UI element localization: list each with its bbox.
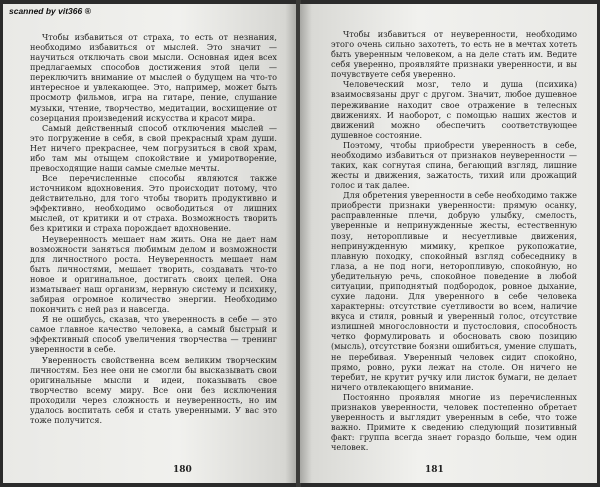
left-page (3, 4, 297, 483)
paragraph: Поэтому, чтобы приобрести уверенность в себе, необходимо избавиться от признаков неуверенности — таких, как согнутая спина, бегающий взгляд, лишние жесты и движения, зажатость, тихий или дрожащий голос и так далее. (331, 139, 577, 191)
paragraph: Для обретения уверенности в себе необходимо также приобрести признаки уверенности: прямую осанку, расправленные плечи, добрую улыбку, смелость, уверенные и непринужденные жесты, естественную позу, неторопливые и несуетливые движения, непринужденную мимику, крепкое рукопожатие, плавную походку, спокойный взгляд собеседнику в глаза, а не под ноги, неторопливую, спокойную, но убедительную речь, спокойное поведение в любой ситуации, приподнятый подбородок, ровное дыхание, сухие ладони. Для уверенного в себе человека характерны: отсутствие суетливости во всем, наличие вкуса и стиля, ровный и уверенный голос, отсутствие излишней многословности и пустословия, способность четко формулировать и обосновать свою позицию (мысль), отсутствие боязни ошибиться, умение слушать, не перебивая. Уверенный человек сидит спокойно, прямо, ровно, руки лежат на столе. Он ничего не теребит, не крутит ручку или листок бумаги, не делает ничего отвлекающего внимание. (331, 190, 577, 392)
paragraph: Уверенность свойственна всем великим творческим личностям. Без нее они не смогли бы высказывать свои оригинальные мысли и идеи, показывать свое творчество всему миру. Все они без исключения проходили через сложность и неуверенность, но им удалось воспитать себя и стать уверенными. У вас это тоже получится. (30, 354, 277, 425)
paragraph: Самый действенный способ отключения мыслей — это погружение в себя, в свой прекрасный храм души. Нет ничего прекраснее, чем погрузиться в свой храм, ибо там мы отыщем спокойствие и умиротворение, превосходящие наши самые смелые мечты. (30, 122, 277, 174)
page-number-left: 180 (173, 465, 192, 475)
paragraph: Я не ошибусь, сказав, что уверенность в себе — это самое главное качество человека, а самый быстрый и эффективный способ увеличения творчества — тренинг уверенности в себе. (30, 314, 277, 355)
paragraph: Постоянно проявляя многие из перечисленных признаков уверенности, человек постепенно обретает уверенность и выглядит уверенным в себе, что тоже важно. Примите к сведению следующий позитивный факт: группа всегда знает гораздо больше, чем один человек. (331, 391, 577, 453)
paragraph: Неуверенность мешает нам жить. Она не дает нам возможности заняться любимым делом и возможности для личностного роста. Неуверенность мешает нам быть личностями, мешает творить, создавать что-то новое и оригинальное, достигать своих целей. Она изматывает наш организм, нервную систему и психику, забирая огромное количество энергии. Необходимо покончить с ней раз и навсегда. (30, 233, 277, 315)
paragraph: Человеческий мозг, тело и душа (психика) взаимосвязаны друг с другом. Значит, любое душевное переживание находит свое отражение в телесных движениях. И наоборот, с помощью наших жестов и движений можно обеспечить соответствующее душевное состояние. (331, 79, 577, 140)
page-number-right: 181 (425, 465, 444, 475)
scan-stamp: scanned by vit366 ® (9, 6, 91, 16)
right-page (300, 4, 597, 483)
paragraph: Чтобы избавиться от страха, то есть от незнания, необходимо избавиться от мыслей. Это значит — научиться отключать свои мысли. Основная идея всех предлагаемых способов достижения этой цели — переключить внимание от мыслей о будущем на что-то интересное и увлекающее. Это, например, может быть просмотр фильмов, игра на гитаре, пение, слушание музыки, чтение, творчество, медитации, восхищение от созерцания произведений искусства и красот мира. (30, 32, 277, 123)
right-page-text (331, 29, 577, 452)
left-page-text (30, 32, 277, 425)
paragraph: Чтобы избавиться от неуверенности, необходимо этого очень сильно захотеть, то есть не в мечтах хотеть быть уверенным человеком, а на деле стать им. Ведите себя уверенно, проявляйте признаки уверенности, и вы почувствуете себя уверенно. (331, 29, 577, 80)
paragraph: Все перечисленные способы являются также источником вдохновения. Это происходит потому, что действительно, для того чтобы творить продуктивно и эффективно, необходимо освободиться от лишних мыслей, от критики и от страха. Возможность творить без критики и страха порождает вдохновение. (30, 173, 277, 234)
